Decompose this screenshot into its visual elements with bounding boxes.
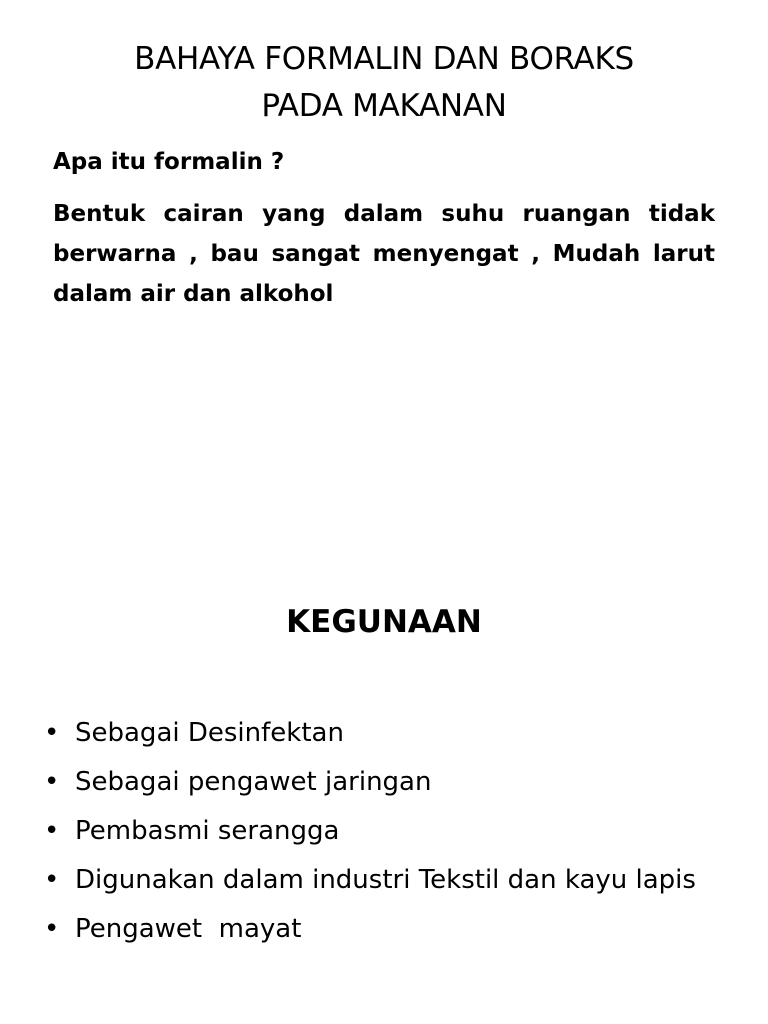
page-title-line-2: PADA MAKANAN [261, 88, 507, 124]
list-item [44, 714, 704, 753]
list-item [44, 861, 704, 900]
list-item-text: Sebagai pengawet jaringan [75, 767, 432, 797]
bullet-icon: • [44, 816, 60, 846]
page-title-line-1: BAHAYA FORMALIN DAN BORAKS [134, 41, 634, 77]
uses-list [44, 714, 704, 959]
list-item [44, 763, 704, 802]
page-title [0, 36, 768, 130]
list-item-text: Sebagai Desinfektan [75, 718, 344, 748]
section-heading-uses: KEGUNAAN [286, 604, 482, 640]
list-item [44, 910, 704, 949]
list-item [44, 812, 704, 851]
list-item-text: Pengawet mayat [75, 914, 302, 944]
list-item-text: Pembasmi serangga [75, 816, 340, 846]
bullet-icon: • [44, 767, 60, 797]
bullet-icon: • [44, 914, 60, 944]
bullet-icon: • [44, 865, 60, 895]
question-text: Apa itu formalin ? [53, 149, 285, 175]
answer-paragraph: Bentuk cairan yang dalam suhu ruangan tidak berwarna , bau sangat menyengat , Mudah larut dalam air dan alkohol [53, 201, 715, 307]
bullet-icon: • [44, 718, 60, 748]
list-item-text: Digunakan dalam industri Tekstil dan kayu lapis [75, 865, 696, 895]
